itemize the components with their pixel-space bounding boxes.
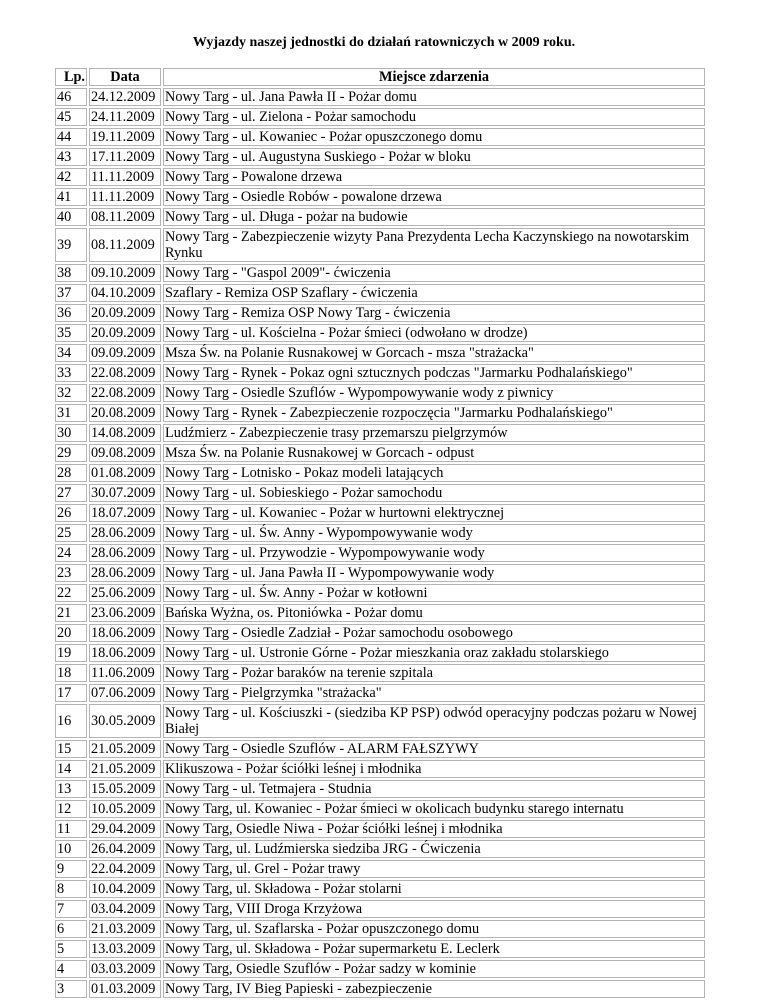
row-date: 21.05.2009 (89, 740, 161, 758)
row-date: 04.10.2009 (89, 284, 161, 302)
row-place: Nowy Targ, ul. Składowa - Pożar stolarni (163, 880, 705, 898)
row-place: Nowy Targ - ul. Długa - pożar na budowie (163, 208, 705, 226)
table-row (55, 664, 705, 682)
row-date: 20.08.2009 (89, 404, 161, 422)
row-place: Ludźmierz - Zabezpieczenie trasy przemarszu pielgrzymów (163, 424, 705, 442)
table-row (55, 504, 705, 522)
table-row (55, 424, 705, 442)
row-place: Nowy Targ - ul. Kowaniec - Pożar w hurtowni elektrycznej (163, 504, 705, 522)
row-date: 10.05.2009 (89, 800, 161, 818)
table-body (55, 88, 705, 998)
row-place: Nowy Targ - ul. Św. Anny - Pożar w kotłowni (163, 584, 705, 602)
table-row (55, 148, 705, 166)
row-lp: 43 (55, 148, 87, 166)
row-date: 14.08.2009 (89, 424, 161, 442)
table-row (55, 264, 705, 282)
row-lp: 11 (55, 820, 87, 838)
row-place: Nowy Targ - "Gaspol 2009"- ćwiczenia (163, 264, 705, 282)
table-row (55, 740, 705, 758)
row-lp: 3 (55, 980, 87, 998)
table-row (55, 484, 705, 502)
row-lp: 38 (55, 264, 87, 282)
row-lp: 20 (55, 624, 87, 642)
row-lp: 21 (55, 604, 87, 622)
row-date: 10.04.2009 (89, 880, 161, 898)
header-place: Miejsce zdarzenia (163, 68, 705, 86)
row-lp: 6 (55, 920, 87, 938)
row-lp: 19 (55, 644, 87, 662)
row-date: 28.06.2009 (89, 564, 161, 582)
table-row (55, 404, 705, 422)
row-place: Nowy Targ, ul. Szaflarska - Pożar opuszczonego domu (163, 920, 705, 938)
row-date: 24.11.2009 (89, 108, 161, 126)
header-date: Data (89, 68, 161, 86)
row-date: 21.03.2009 (89, 920, 161, 938)
table-row (55, 524, 705, 542)
row-lp: 17 (55, 684, 87, 702)
row-lp: 37 (55, 284, 87, 302)
row-place: Nowy Targ, IV Bieg Papieski - zabezpieczenie (163, 980, 705, 998)
row-place: Msza Św. na Polanie Rusnakowej w Gorcach - odpust (163, 444, 705, 462)
row-date: 18.06.2009 (89, 624, 161, 642)
row-place: Nowy Targ - ul. Jana Pawła II - Pożar domu (163, 88, 705, 106)
row-date: 11.06.2009 (89, 664, 161, 682)
row-date: 07.06.2009 (89, 684, 161, 702)
row-place: Nowy Targ - Pielgrzymka "strażacka" (163, 684, 705, 702)
row-date: 24.12.2009 (89, 88, 161, 106)
row-date: 30.07.2009 (89, 484, 161, 502)
row-date: 26.04.2009 (89, 840, 161, 858)
row-lp: 41 (55, 188, 87, 206)
row-date: 15.05.2009 (89, 780, 161, 798)
row-place: Nowy Targ - Pożar baraków na terenie szpitala (163, 664, 705, 682)
row-place: Msza Św. na Polanie Rusnakowej w Gorcach - msza "strażacka" (163, 344, 705, 362)
row-date: 03.04.2009 (89, 900, 161, 918)
row-place: Nowy Targ, VIII Droga Krzyżowa (163, 900, 705, 918)
row-place: Nowy Targ - ul. Zielona - Pożar samochodu (163, 108, 705, 126)
row-date: 08.11.2009 (89, 228, 161, 262)
table-row (55, 168, 705, 186)
row-lp: 7 (55, 900, 87, 918)
table-row (55, 780, 705, 798)
row-date: 30.05.2009 (89, 704, 161, 738)
table-row (55, 324, 705, 342)
table-row (55, 584, 705, 602)
row-lp: 5 (55, 940, 87, 958)
row-lp: 27 (55, 484, 87, 502)
row-lp: 23 (55, 564, 87, 582)
table-row (55, 860, 705, 878)
row-lp: 45 (55, 108, 87, 126)
row-lp: 32 (55, 384, 87, 402)
table-row (55, 624, 705, 642)
row-place: Nowy Targ, ul. Kowaniec - Pożar śmieci w okolicach budynku starego internatu (163, 800, 705, 818)
table-row (55, 980, 705, 998)
row-lp: 12 (55, 800, 87, 818)
row-place: Nowy Targ - Remiza OSP Nowy Targ - ćwiczenia (163, 304, 705, 322)
table-row (55, 684, 705, 702)
row-place: Nowy Targ - ul. Ustronie Górne - Pożar mieszkania oraz zakładu stolarskiego (163, 644, 705, 662)
table-row (55, 108, 705, 126)
row-place: Nowy Targ - ul. Tetmajera - Studnia (163, 780, 705, 798)
row-place: Nowy Targ - ul. Kościelna - Pożar śmieci (odwołano w drodze) (163, 324, 705, 342)
table-row (55, 208, 705, 226)
row-date: 18.06.2009 (89, 644, 161, 662)
incidents-table-container (53, 66, 707, 1000)
row-lp: 40 (55, 208, 87, 226)
row-lp: 9 (55, 860, 87, 878)
row-place: Nowy Targ - Powalone drzewa (163, 168, 705, 186)
row-date: 17.11.2009 (89, 148, 161, 166)
row-lp: 14 (55, 760, 87, 778)
row-date: 28.06.2009 (89, 544, 161, 562)
row-place: Nowy Targ - Rynek - Zabezpieczenie rozpoczęcia "Jarmarku Podhalańskiego" (163, 404, 705, 422)
row-place: Nowy Targ - ul. Przywodzie - Wypompowywanie wody (163, 544, 705, 562)
row-date: 21.05.2009 (89, 760, 161, 778)
row-lp: 30 (55, 424, 87, 442)
row-date: 22.04.2009 (89, 860, 161, 878)
table-row (55, 880, 705, 898)
table-row (55, 284, 705, 302)
table-row (55, 704, 705, 738)
row-date: 18.07.2009 (89, 504, 161, 522)
table-row (55, 444, 705, 462)
table-row (55, 88, 705, 106)
table-row (55, 840, 705, 858)
row-place: Nowy Targ - Osiedle Zadział - Pożar samochodu osobowego (163, 624, 705, 642)
row-date: 01.03.2009 (89, 980, 161, 998)
table-row (55, 304, 705, 322)
row-place: Nowy Targ - ul. Augustyna Suskiego - Pożar w bloku (163, 148, 705, 166)
row-date: 11.11.2009 (89, 168, 161, 186)
row-date: 11.11.2009 (89, 188, 161, 206)
table-row (55, 464, 705, 482)
row-place: Nowy Targ - Osiedle Szuflów - ALARM FAŁSZYWY (163, 740, 705, 758)
row-place: Nowy Targ - Osiedle Robów - powalone drzewa (163, 188, 705, 206)
row-place: Nowy Targ - ul. Św. Anny - Wypompowywanie wody (163, 524, 705, 542)
row-place: Nowy Targ - Rynek - Pokaz ogni sztucznych podczas "Jarmarku Podhalańskiego" (163, 364, 705, 382)
row-place: Nowy Targ - Lotnisko - Pokaz modeli latających (163, 464, 705, 482)
row-lp: 24 (55, 544, 87, 562)
row-lp: 15 (55, 740, 87, 758)
row-lp: 18 (55, 664, 87, 682)
row-place: Nowy Targ - ul. Sobieskiego - Pożar samochodu (163, 484, 705, 502)
row-lp: 34 (55, 344, 87, 362)
row-date: 20.09.2009 (89, 324, 161, 342)
row-date: 01.08.2009 (89, 464, 161, 482)
table-row (55, 940, 705, 958)
row-lp: 46 (55, 88, 87, 106)
row-lp: 4 (55, 960, 87, 978)
row-date: 20.09.2009 (89, 304, 161, 322)
page-title: Wyjazdy naszej jednostki do działań ratowniczych w 2009 roku. (192, 35, 576, 50)
row-place: Nowy Targ, ul. Grel - Pożar trawy (163, 860, 705, 878)
table-row (55, 644, 705, 662)
row-lp: 16 (55, 704, 87, 738)
row-lp: 39 (55, 228, 87, 262)
row-date: 09.10.2009 (89, 264, 161, 282)
table-row (55, 960, 705, 978)
row-place: Nowy Targ - ul. Jana Pawła II - Wypompowywanie wody (163, 564, 705, 582)
row-lp: 36 (55, 304, 87, 322)
table-row (55, 820, 705, 838)
row-place: Nowy Targ, Osiedle Szuflów - Pożar sadzy w kominie (163, 960, 705, 978)
table-row (55, 544, 705, 562)
row-date: 22.08.2009 (89, 384, 161, 402)
row-date: 13.03.2009 (89, 940, 161, 958)
table-row (55, 564, 705, 582)
row-place: Nowy Targ - Zabezpieczenie wizyty Pana Prezydenta Lecha Kaczynskiego na nowotarskim Rynku (163, 228, 705, 262)
row-lp: 44 (55, 128, 87, 146)
row-date: 23.06.2009 (89, 604, 161, 622)
row-place: Nowy Targ - ul. Kowaniec - Pożar opuszczonego domu (163, 128, 705, 146)
table-row (55, 188, 705, 206)
row-date: 09.08.2009 (89, 444, 161, 462)
row-lp: 25 (55, 524, 87, 542)
table-row (55, 800, 705, 818)
table-row (55, 384, 705, 402)
row-lp: 10 (55, 840, 87, 858)
row-date: 09.09.2009 (89, 344, 161, 362)
table-row (55, 900, 705, 918)
row-place: Nowy Targ, ul. Ludźmierska siedziba JRG - Ćwiczenia (163, 840, 705, 858)
row-date: 25.06.2009 (89, 584, 161, 602)
row-date: 19.11.2009 (89, 128, 161, 146)
row-place: Nowy Targ, Osiedle Niwa - Pożar ściółki leśnej i młodnika (163, 820, 705, 838)
row-date: 22.08.2009 (89, 364, 161, 382)
row-lp: 31 (55, 404, 87, 422)
row-lp: 42 (55, 168, 87, 186)
header-lp: Lp. (55, 68, 87, 86)
row-lp: 22 (55, 584, 87, 602)
row-lp: 13 (55, 780, 87, 798)
row-date: 03.03.2009 (89, 960, 161, 978)
table-row (55, 604, 705, 622)
row-place: Szaflary - Remiza OSP Szaflary - ćwiczenia (163, 284, 705, 302)
row-lp: 26 (55, 504, 87, 522)
row-lp: 29 (55, 444, 87, 462)
row-lp: 28 (55, 464, 87, 482)
row-lp: 33 (55, 364, 87, 382)
row-place: Nowy Targ, ul. Składowa - Pożar supermarketu E. Leclerk (163, 940, 705, 958)
row-date: 28.06.2009 (89, 524, 161, 542)
row-place: Bańska Wyżna, os. Pitoniówka - Pożar domu (163, 604, 705, 622)
table-row (55, 760, 705, 778)
table-row (55, 228, 705, 262)
table-row (55, 920, 705, 938)
table-row (55, 128, 705, 146)
row-date: 29.04.2009 (89, 820, 161, 838)
row-place: Nowy Targ - Osiedle Szuflów - Wypompowywanie wody z piwnicy (163, 384, 705, 402)
row-place: Nowy Targ - ul. Kościuszki - (siedziba KP PSP) odwód operacyjny podczas pożaru w Nowej Białej (163, 704, 705, 738)
row-place: Klikuszowa - Pożar ściółki leśnej i młodnika (163, 760, 705, 778)
table-row (55, 344, 705, 362)
row-lp: 8 (55, 880, 87, 898)
incidents-table (53, 66, 707, 1000)
table-row (55, 364, 705, 382)
row-date: 08.11.2009 (89, 208, 161, 226)
table-header-row (55, 68, 705, 86)
row-lp: 35 (55, 324, 87, 342)
